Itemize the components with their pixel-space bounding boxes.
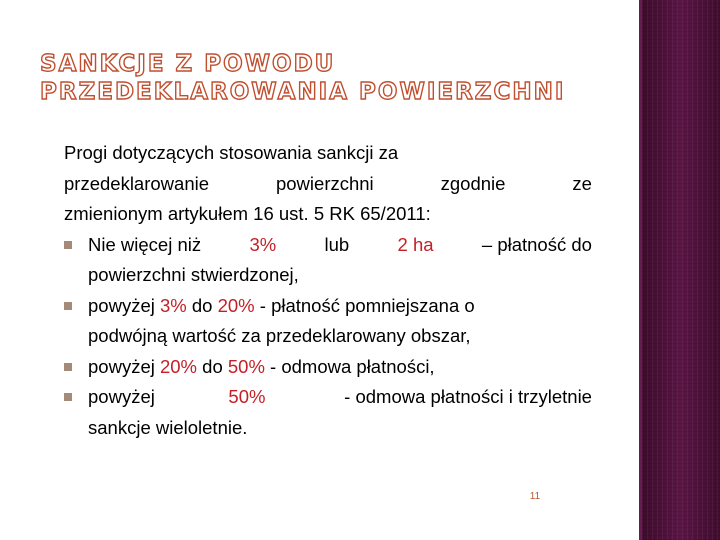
bullet-text: powyżej	[88, 355, 160, 377]
bullet-text: do	[197, 355, 228, 377]
panel-edge	[639, 0, 642, 540]
highlight-value: 20%	[217, 294, 255, 316]
highlight-value: 2 ha	[397, 233, 434, 255]
bullet-text: Nie więcej niż	[88, 233, 202, 255]
bullet-text: powyżej	[88, 294, 160, 316]
intro-word: zgodnie	[440, 172, 506, 194]
bullet-item	[64, 382, 592, 443]
bullet-continuation: podwójną wartość za przedeklarowany obszar,	[88, 325, 471, 346]
highlight-value: 50%	[228, 386, 266, 407]
intro-word: powierzchni	[275, 172, 374, 194]
slide-title	[40, 50, 620, 106]
bullet-list	[64, 230, 592, 444]
bullet-item	[64, 291, 592, 352]
intro-word: ze	[572, 172, 592, 194]
bullet-text: do	[186, 294, 218, 316]
bullet-text: powyżej	[88, 386, 155, 407]
slide-body	[64, 138, 592, 443]
bullet-line	[88, 352, 592, 383]
bullet-item	[64, 352, 592, 383]
bullet-line	[88, 382, 592, 413]
bullet-item	[64, 230, 592, 291]
bullet-text: - odmowa płatności,	[264, 355, 435, 377]
highlight-value: 20%	[159, 355, 198, 377]
bullet-text: – płatność do	[481, 233, 592, 255]
intro-line-1: Progi dotyczących stosowania sankcji za	[64, 142, 399, 163]
intro-line-3: zmienionym artykułem 16 ust. 5 RK 65/2011:	[64, 203, 431, 224]
title-line-2: PRZEDEKLAROWANIA POWIERZCHNI	[40, 79, 566, 105]
bullet-line	[88, 291, 592, 322]
title-line-1: SANKCJE Z POWODU	[40, 51, 336, 77]
highlight-value: 50%	[227, 355, 265, 377]
bullet-continuation: powierzchni stwierdzonej,	[88, 264, 299, 285]
bullet-continuation: sankcje wieloletnie.	[88, 416, 248, 438]
bullet-text: - odmowa płatności i trzyletnie	[339, 386, 592, 407]
intro-paragraph	[64, 138, 592, 230]
square-bullet-icon	[64, 363, 72, 371]
highlight-value: 3%	[249, 233, 277, 255]
page-number: 11	[529, 491, 541, 502]
intro-word: przedeklarowanie	[64, 172, 210, 194]
square-bullet-icon	[64, 241, 72, 249]
bullet-text: - płatność pomniejszana o	[254, 294, 475, 316]
bullet-line	[88, 230, 592, 261]
decorative-side-panel	[642, 0, 720, 540]
highlight-value: 3%	[159, 294, 187, 316]
bullet-text: lub	[324, 233, 350, 255]
intro-line-2	[64, 169, 592, 200]
square-bullet-icon	[64, 302, 72, 310]
square-bullet-icon	[64, 393, 72, 401]
